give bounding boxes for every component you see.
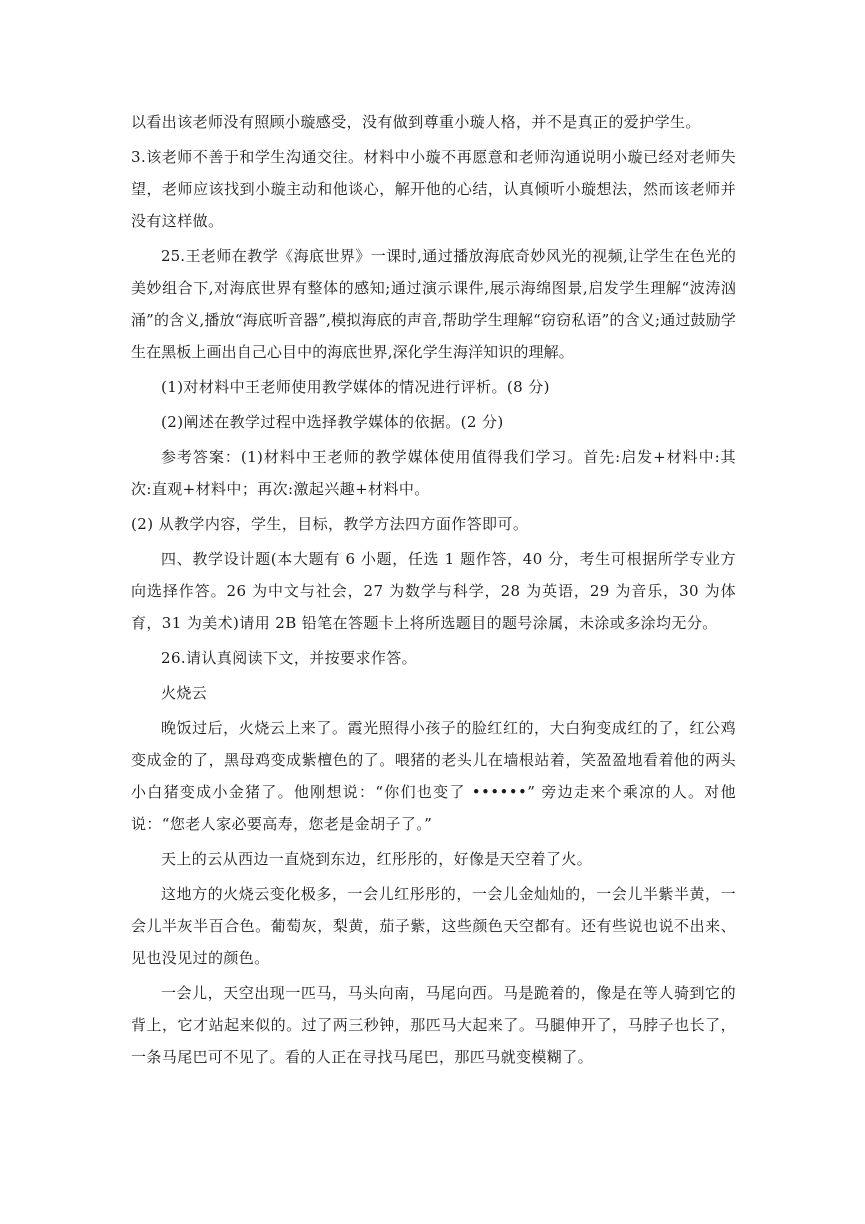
passage-paragraph-2: 天上的云从西边一直烧到东边，红彤彤的，好像是天空着了火。 <box>161 850 593 868</box>
passage-paragraph-4: 一会儿，天空出现一匹马，马头向南，马尾向西。马是跪着的，像是在等人骑到它的背上，它才站起来似的。过了两三秒钟，那匹马大起来了。马腿伸开了，马脖子也长了，一条马尾巴可不见了。看的人正在寻找马尾巴，那匹马就变模糊了。 <box>131 984 736 1066</box>
paragraph-question-25-part-2: (2)阐述在教学过程中选择教学媒体的依据。(2 分) <box>161 413 504 431</box>
paragraph-reference-answer: 参考答案：(1)材料中王老师的教学媒体使用值得我们学习。首先:启发+材料中:其次:直观+材料中；再次:激起兴趣+材料中。 <box>131 448 736 498</box>
paragraph-question-25-part-1: (1)对材料中王老师使用教学媒体的情况进行评析。(8 分) <box>161 378 550 396</box>
paragraph-question-25: 25.王老师在教学《海底世界》一课时,通过播放海底奇妙风光的视频,让学生在色光的美妙组合下,对海底世界有整体的感知;通过演示课件,展示海绵图景,启发学生理解“波涛汹涌”的含义,播放“海底听音器”,模拟海底的声音,帮助学生理解“窃窃私语”的含义;通过鼓励学生在黑板上画出自己心目中的海底世界,深化学生海洋知识的理解。 <box>131 247 736 361</box>
passage-paragraph-3: 这地方的火烧云变化极多，一会儿红彤彤的，一会儿金灿灿的，一会儿半紫半黄，一会儿半灰半百合色。葡萄灰，梨黄，茄子紫，这些颜色天空都有。还有些说也说不出来、见也没见过的颜色。 <box>131 885 736 967</box>
paragraph-answer-point-3: 3.该老师不善于和学生沟通交往。材料中小璇不再愿意和老师沟通说明小璇已经对老师失望，老师应该找到小璇主动和他谈心，解开他的心结，认真倾听小璇想法，然而该老师并没有这样做。 <box>131 148 736 230</box>
passage-paragraph-1: 晚饭过后，火烧云上来了。霞光照得小孩子的脸红红的，大白狗变成红的了，红公鸡变成金的了，黑母鸡变成紫檀色的了。喂猪的老头儿在墙根站着，笑盈盈地看着他的两头小白猪变成小金猪了。他刚想说：“你们也变了 ••••••” 旁边走来个乘凉的人。对他说：“您老人家必要高寿，您老是金胡子了。” <box>131 719 736 833</box>
passage-title: 火烧云 <box>161 684 208 702</box>
document-body <box>131 106 736 1076</box>
paragraph-question-26: 26.请认真阅读下文，并按要求作答。 <box>161 649 418 667</box>
paragraph-reference-answer-2: (2) 从教学内容，学生，目标，教学方法四方面作答即可。 <box>131 515 529 533</box>
paragraph-section-4-heading: 四、教学设计题(本大题有 6 小题，任选 1 题作答，40 分，考生可根据所学专业方向选择作答。26 为中文与社会，27 为数学与科学，28 为英语，29 为音乐，30 为体育，31 为美术)请用 2B 铅笔在答题卡上将所选题目的题号涂属，未涂或多涂均无分。 <box>131 550 736 632</box>
paragraph-answer-continuation: 以看出该老师没有照顾小璇感受，没有做到尊重小璇人格，并不是真正的爱护学生。 <box>131 113 701 131</box>
